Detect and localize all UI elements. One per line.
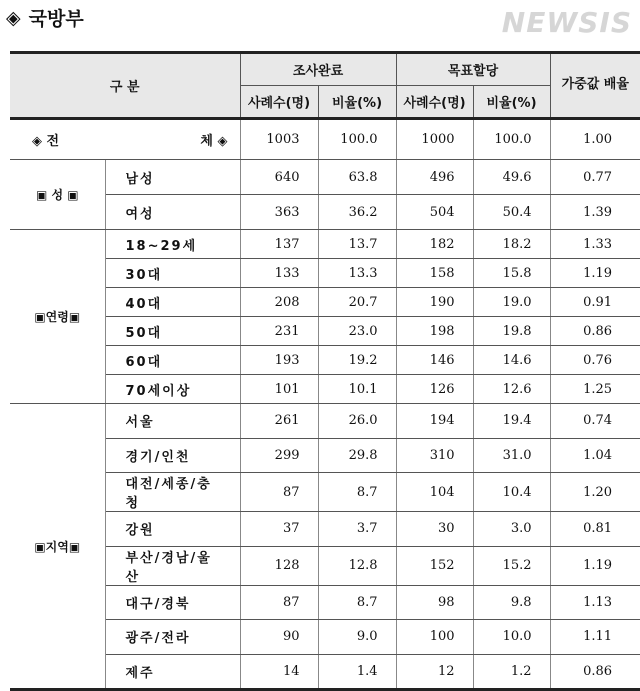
cell: 1.4 [318,654,396,690]
cell: 190 [396,288,473,317]
row-label: 여성 [105,195,240,230]
cell: 36.2 [318,195,396,230]
cell: 14.6 [473,346,550,375]
cell: 363 [240,195,318,230]
table-row [10,317,640,346]
cell: 133 [240,259,318,288]
cell: 3.0 [473,512,550,547]
cell: 0.81 [550,512,640,547]
cell: 137 [240,230,318,259]
cell: 63.8 [318,160,396,195]
cell: 49.6 [473,160,550,195]
cell: 0.76 [550,346,640,375]
cell: 299 [240,438,318,473]
cell: 1.13 [550,585,640,620]
table-row [10,654,640,690]
header-ratio: 비율(%) [473,86,550,119]
header-surveyed: 조사완료 [240,53,396,86]
cell: 15.8 [473,259,550,288]
title-text: 국방부 [28,8,84,30]
table-row [10,512,640,547]
header-group: 구 분 [10,53,240,119]
cell: 0.91 [550,288,640,317]
header-count: 사례수(명) [240,86,318,119]
cell: 1.25 [550,375,640,404]
cell: 31.0 [473,438,550,473]
cell: 19.8 [473,317,550,346]
row-label: 30대 [105,259,240,288]
cell: 37 [240,512,318,547]
header-count: 사례수(명) [396,86,473,119]
cell: 12.6 [473,375,550,404]
cell: 87 [240,473,318,512]
cell: 100.0 [318,119,396,160]
total-row [10,119,640,160]
row-label: 50대 [105,317,240,346]
row-label: 부산/경남/울산 [105,546,240,585]
row-label: 광주/전라 [105,620,240,655]
cell: 194 [396,404,473,439]
cell: 1.20 [550,473,640,512]
cell: 18.2 [473,230,550,259]
cell: 310 [396,438,473,473]
cell: 90 [240,620,318,655]
row-label: 대구/경북 [105,585,240,620]
row-label: 70세이상 [105,375,240,404]
cell: 128 [240,546,318,585]
header-ratio: 비율(%) [318,86,396,119]
cell: 30 [396,512,473,547]
cell: 10.1 [318,375,396,404]
diamond-icon: ◈ [6,6,21,29]
cell: 1.11 [550,620,640,655]
cell: 9.0 [318,620,396,655]
header-weight: 가중값 배율 [550,53,640,119]
cell: 504 [396,195,473,230]
row-label: 18~29세 [105,230,240,259]
table-row [10,346,640,375]
cell: 126 [396,375,473,404]
cell: 231 [240,317,318,346]
cell: 1.2 [473,654,550,690]
cell: 1.19 [550,259,640,288]
cell: 19.0 [473,288,550,317]
cell: 104 [396,473,473,512]
table-row [10,160,640,195]
table-row [10,620,640,655]
total-label-right: 체 ◈ [200,134,228,149]
cell: 1000 [396,119,473,160]
table-row [10,404,640,439]
row-label: 대전/세종/충청 [105,473,240,512]
cell: 182 [396,230,473,259]
cell: 50.4 [473,195,550,230]
cell: 1003 [240,119,318,160]
cell: 101 [240,375,318,404]
table-row [10,195,640,230]
cell: 158 [396,259,473,288]
header-target: 목표할당 [396,53,550,86]
cell: 198 [396,317,473,346]
cell: 23.0 [318,317,396,346]
row-label: 강원 [105,512,240,547]
cell: 98 [396,585,473,620]
cell: 0.86 [550,654,640,690]
cell: 20.7 [318,288,396,317]
cell: 261 [240,404,318,439]
cell: 146 [396,346,473,375]
cell: 1.39 [550,195,640,230]
cell: 87 [240,585,318,620]
cell: 14 [240,654,318,690]
cell: 193 [240,346,318,375]
table-row [10,473,640,512]
table-row [10,230,640,259]
cell: 1.19 [550,546,640,585]
cell: 15.2 [473,546,550,585]
cell: 13.3 [318,259,396,288]
watermark: NEWSIS [501,6,632,39]
page-title [6,4,84,31]
row-label: 제주 [105,654,240,690]
table-row [10,546,640,585]
table-row [10,375,640,404]
cell: 9.8 [473,585,550,620]
cell: 3.7 [318,512,396,547]
cell: 19.4 [473,404,550,439]
cell: 10.0 [473,620,550,655]
cell: 0.77 [550,160,640,195]
cell: 10.4 [473,473,550,512]
cell: 13.7 [318,230,396,259]
cell: 1.04 [550,438,640,473]
cell: 12.8 [318,546,396,585]
cell: 496 [396,160,473,195]
row-label: 서울 [105,404,240,439]
table-row [10,259,640,288]
row-label: 60대 [105,346,240,375]
group-label: ▣ 성 ▣ [10,160,105,230]
cell: 100.0 [473,119,550,160]
total-label-left: ◈ 전 [32,134,60,149]
row-label: 40대 [105,288,240,317]
cell: 0.74 [550,404,640,439]
cell: 8.7 [318,473,396,512]
cell: 1.00 [550,119,640,160]
cell: 208 [240,288,318,317]
group-label: ▣지역▣ [10,404,105,690]
cell: 19.2 [318,346,396,375]
cell: 640 [240,160,318,195]
cell: 8.7 [318,585,396,620]
cell: 0.86 [550,317,640,346]
row-label: 남성 [105,160,240,195]
survey-table [10,51,640,691]
row-label: 경기/인천 [105,438,240,473]
table-row [10,585,640,620]
cell: 26.0 [318,404,396,439]
table-row [10,438,640,473]
cell: 1.33 [550,230,640,259]
group-label: ▣연령▣ [10,230,105,404]
cell: 100 [396,620,473,655]
table-row [10,288,640,317]
total-label [10,119,240,160]
cell: 12 [396,654,473,690]
cell: 152 [396,546,473,585]
cell: 29.8 [318,438,396,473]
